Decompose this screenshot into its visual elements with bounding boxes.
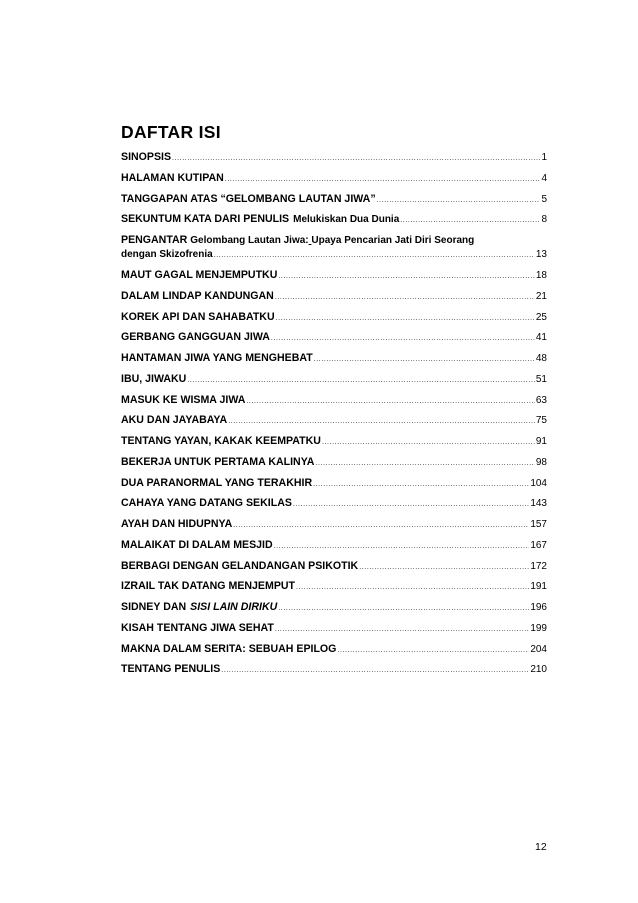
- toc-entry-title: HANTAMAN JIWA YANG MENGHEBAT: [121, 352, 313, 364]
- toc-entry-title: MAKNA DALAM SERITA: SEBUAH EPILOG: [121, 642, 337, 655]
- dot-leader: [315, 460, 534, 467]
- toc-entry-page: 104: [530, 477, 547, 489]
- toc-entry-title: TANGGAPAN ATAS “GELOMBANG LAUTAN JIWA”: [121, 192, 376, 205]
- dot-leader: [225, 176, 541, 183]
- toc-entry-page: 5: [541, 193, 547, 205]
- toc-entry-page: 1: [541, 152, 547, 163]
- toc-entry-title: MALAIKAT DI DALAM MESJID: [121, 538, 273, 551]
- toc-entry-title: AKU DAN JAYABAYA: [121, 414, 228, 427]
- toc-entry-subtitle-cont: Upaya Pencarian Jati Diri Seorang: [311, 235, 475, 246]
- toc-entry-sidney: [121, 601, 547, 622]
- dot-leader: [296, 584, 529, 591]
- toc-entry-title: IBU, JIWAKU: [121, 372, 187, 385]
- toc-entry-page: 143: [530, 498, 547, 510]
- toc-entry-malaikat: [121, 539, 547, 560]
- toc-entry-subtitle: Melukiskan Dua Dunia: [293, 214, 400, 226]
- toc-entry-page: 63: [535, 394, 547, 406]
- dot-leader: [228, 418, 535, 425]
- toc-entry-tanggapan: [121, 193, 547, 214]
- toc-entry-title: KISAH TENTANG JIWA SEHAT: [121, 621, 274, 634]
- dot-leader: [278, 605, 529, 612]
- toc-entry-page: 4: [541, 172, 547, 184]
- toc-entry-page: 204: [530, 643, 547, 655]
- toc-entry-title: AYAH DAN HIDUPNYA: [121, 518, 233, 530]
- toc-entry-subtitle-end: dengan Skizofrenia: [121, 249, 213, 260]
- toc-entry-page: 199: [530, 622, 547, 634]
- dot-leader: [275, 626, 529, 633]
- toc-entry-epilog: [121, 643, 547, 664]
- toc-entry-jiwa-sehat: [121, 622, 547, 643]
- toc-entry-sekuntum-kata: [121, 213, 547, 234]
- toc-entry-page: 75: [535, 415, 547, 427]
- toc-entry-page: 196: [530, 602, 547, 613]
- toc-entry-page: 18: [535, 270, 547, 281]
- toc-entry-italic-title: SISI LAIN DIRIKU: [190, 601, 278, 613]
- toc-entry-line2: [121, 249, 547, 266]
- toc-entry-page: 157: [530, 519, 547, 530]
- dot-leader: [278, 273, 535, 280]
- table-of-contents: [121, 151, 547, 684]
- toc-entry-dalam-lindap: [121, 290, 547, 311]
- toc-entry-page: 41: [535, 332, 547, 344]
- toc-entry-title: BEKERJA UNTUK PERTAMA KALINYA: [121, 455, 315, 468]
- dot-leader: [271, 335, 535, 342]
- dot-leader: [359, 564, 529, 571]
- toc-entry-title: TENTANG YAYAN, KAKAK KEEMPATKU: [121, 435, 321, 447]
- dot-leader: [337, 647, 529, 654]
- toc-entry-title: DALAM LINDAP KANDUNGAN: [121, 289, 274, 302]
- dot-leader: [233, 522, 529, 529]
- dot-leader: [246, 398, 534, 405]
- dot-leader: [172, 155, 540, 162]
- toc-entry-title: MASUK KE WISMA JIWA: [121, 393, 246, 406]
- dot-leader: [221, 667, 529, 674]
- toc-entry-page: 91: [535, 436, 547, 447]
- toc-entry-cahaya: [121, 497, 547, 518]
- toc-entry-title: SINOPSIS: [121, 151, 172, 163]
- toc-entry-bekerja: [121, 456, 547, 477]
- toc-entry-title: TENTANG PENULIS: [121, 663, 221, 676]
- toc-entry-page: 191: [530, 581, 547, 593]
- toc-entry-paranormal: [121, 477, 547, 498]
- dot-leader: [314, 356, 535, 363]
- dot-leader: [400, 217, 540, 224]
- toc-entry-title: DUA PARANORMAL YANG TERAKHIR: [121, 476, 313, 489]
- toc-entry-title: BERBAGI DENGAN GELANDANGAN PSIKOTIK: [121, 559, 359, 572]
- toc-entry-title: PENGANTAR: [121, 234, 188, 246]
- toc-entry-sinopsis: [121, 151, 547, 172]
- dot-leader: [293, 501, 529, 508]
- toc-entry-title: KOREK API DAN SAHABATKU: [121, 310, 275, 323]
- dot-leader: [377, 197, 541, 204]
- toc-entry-page: 25: [535, 311, 547, 323]
- dot-leader: [275, 294, 535, 301]
- toc-entry-title: IZRAIL TAK DATANG MENJEMPUT: [121, 580, 296, 593]
- dot-leader: [274, 543, 530, 550]
- toc-entry-page: 13: [535, 249, 547, 260]
- dot-leader: [322, 439, 535, 446]
- toc-entry-title: MAUT GAGAL MENJEMPUTKU: [121, 269, 278, 281]
- toc-entry-hantaman: [121, 352, 547, 373]
- toc-entry-wisma-jiwa: [121, 394, 547, 415]
- dot-leader: [187, 377, 535, 384]
- toc-entry-page: 167: [530, 539, 547, 551]
- toc-entry-yayan: [121, 435, 547, 456]
- toc-entry-title: CAHAYA YANG DATANG SEKILAS: [121, 497, 292, 510]
- toc-entry-page: 210: [530, 664, 547, 676]
- toc-entry-ibu-jiwaku: [121, 373, 547, 394]
- toc-entry-ayah: [121, 518, 547, 539]
- toc-entry-subtitle: Gelombang Lautan Jiwa:: [190, 235, 309, 246]
- toc-entry-title: HALAMAN KUTIPAN: [121, 171, 224, 184]
- toc-entry-page: 98: [535, 456, 547, 468]
- toc-entry-jayabaya: [121, 414, 547, 435]
- page-number: 12: [535, 841, 547, 853]
- toc-entry-page: 172: [530, 560, 547, 572]
- toc-entry-line1: [121, 234, 547, 249]
- toc-entry-tentang-penulis: [121, 663, 547, 684]
- dot-leader: [276, 315, 535, 322]
- dot-leader: [214, 252, 535, 259]
- toc-entry-page: 21: [535, 290, 547, 302]
- toc-title: DAFTAR ISI: [121, 122, 221, 142]
- toc-entry-izrail: [121, 580, 547, 601]
- toc-entry-page: 48: [535, 353, 547, 364]
- toc-entry-title: SIDNEY DAN: [121, 601, 187, 613]
- toc-entry-title: SEKUNTUM KATA DARI PENULIS: [121, 213, 290, 226]
- toc-entry-halaman-kutipan: [121, 172, 547, 193]
- toc-entry-page: 51: [535, 373, 547, 385]
- toc-entry-korek-api: [121, 311, 547, 332]
- toc-entry-gerbang: [121, 331, 547, 352]
- toc-entry-page: 8: [541, 214, 547, 226]
- toc-entry-maut-gagal: [121, 269, 547, 290]
- toc-entry-berbagi: [121, 560, 547, 581]
- toc-entry-title: GERBANG GANGGUAN JIWA: [121, 331, 270, 344]
- dot-leader: [313, 481, 529, 488]
- toc-entry-pengantar: [121, 234, 547, 269]
